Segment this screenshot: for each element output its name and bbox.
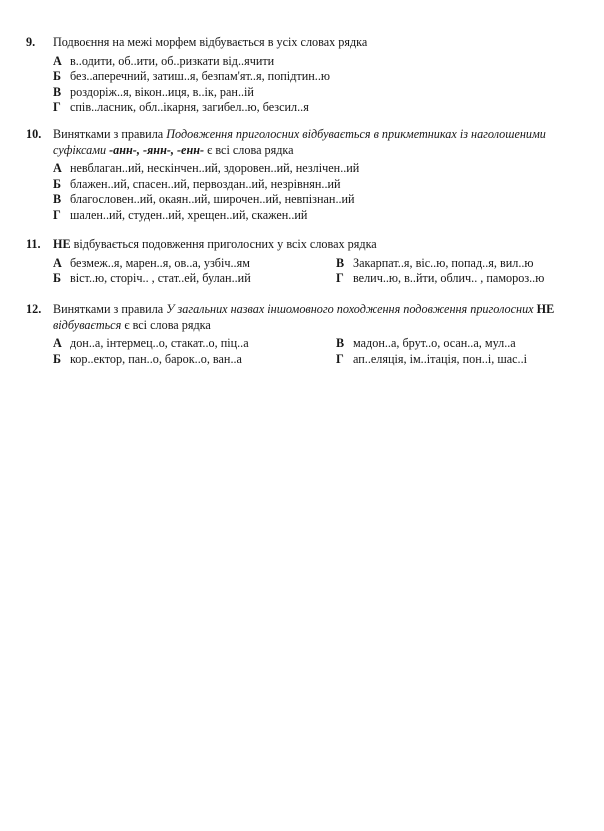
option-b[interactable]: Б віст..ю, сторіч.. , стат..ей, булан..ий [53, 271, 251, 285]
option-a[interactable]: А в..одити, об..ити, об..ризкати від..ячити [53, 53, 275, 68]
question-number: 9. [26, 35, 36, 49]
stem-rule-italic: Подовження приголосних відбувається в прикметниках із наголошеними суфіксами [53, 127, 546, 157]
option-v[interactable]: В Закарпат..я, віс..ю, попад..я, вил..ю [336, 255, 534, 270]
option-h[interactable]: Г спів..ласник, обл..ікарня, загибел..ю, безсил..я [53, 100, 309, 114]
stem-emphasis: НЕ [536, 302, 555, 316]
option-b[interactable]: Б блажен..ий, спасен..ий, первоздан..ий, незрівнян..ий [53, 176, 341, 191]
option-a[interactable]: А безмеж..я, марен..я, ов..а, узбіч..ям [53, 255, 250, 270]
option-b[interactable]: Б без..аперечний, затиш..я, безпам'ят..я, попідтин..ю [53, 69, 330, 83]
stem-emphasis: НЕ [53, 237, 71, 251]
answer-options [26, 161, 586, 223]
option-h[interactable]: Г велич..ю, в..йти, облич.. , памороз..ю [336, 271, 545, 285]
question-10 [26, 127, 586, 223]
option-v[interactable]: В благословен..ий, окаян..ий, широчен..ий, невпізнан..ий [53, 192, 355, 206]
answer-options [26, 336, 586, 367]
option-b[interactable]: Б кор..ектор, пан..о, барок..о, ван..а [53, 351, 242, 366]
answer-options [26, 256, 586, 287]
option-h[interactable]: Г шален..ий, студен..ий, хрещен..ий, скажен..ий [53, 207, 308, 222]
stem-suffixes: -анн-, -янн-, -енн- [109, 142, 205, 157]
option-a[interactable]: А дон..а, інтермец..о, стакат..о, піц..а [53, 336, 249, 350]
stem-text-end: є всі слова рядка [204, 142, 294, 157]
question-stem [26, 302, 586, 333]
stem-rule-italic-end: відбувається [53, 317, 122, 332]
option-v[interactable]: В роздоріж..я, вікон..иця, в..ік, ран..ій [53, 84, 254, 99]
stem-text: Подвоєння на межі морфем відбувається в усіх словах рядка [53, 35, 368, 49]
question-stem [26, 127, 586, 158]
question-number: 11. [26, 237, 41, 251]
answer-options [26, 54, 586, 116]
question-stem [26, 35, 586, 51]
question-9 [26, 35, 586, 116]
question-12 [26, 302, 586, 367]
question-number: 10. [26, 127, 42, 141]
question-11 [26, 237, 586, 287]
option-v[interactable]: В мадон..а, брут..о, осан..а, мул..а [336, 336, 516, 350]
question-number: 12. [26, 302, 42, 316]
option-a[interactable]: А невблаган..ий, нескінчен..ий, здоровен..ий, незлічен..ий [53, 161, 360, 175]
question-stem [26, 237, 586, 253]
stem-rule-italic: У загальних назвах іншомовного походження подовження приголосних [166, 302, 537, 316]
stem-text: Винятками з правила [53, 127, 167, 141]
stem-text: відбувається подовження приголосних у всіх словах рядка [70, 237, 377, 251]
stem-text-end: є всі слова рядка [121, 317, 211, 332]
stem-text: Винятками з правила [53, 302, 167, 316]
option-h[interactable]: Г ап..еляція, ім..ітація, пон..і, шас..і [336, 351, 528, 366]
